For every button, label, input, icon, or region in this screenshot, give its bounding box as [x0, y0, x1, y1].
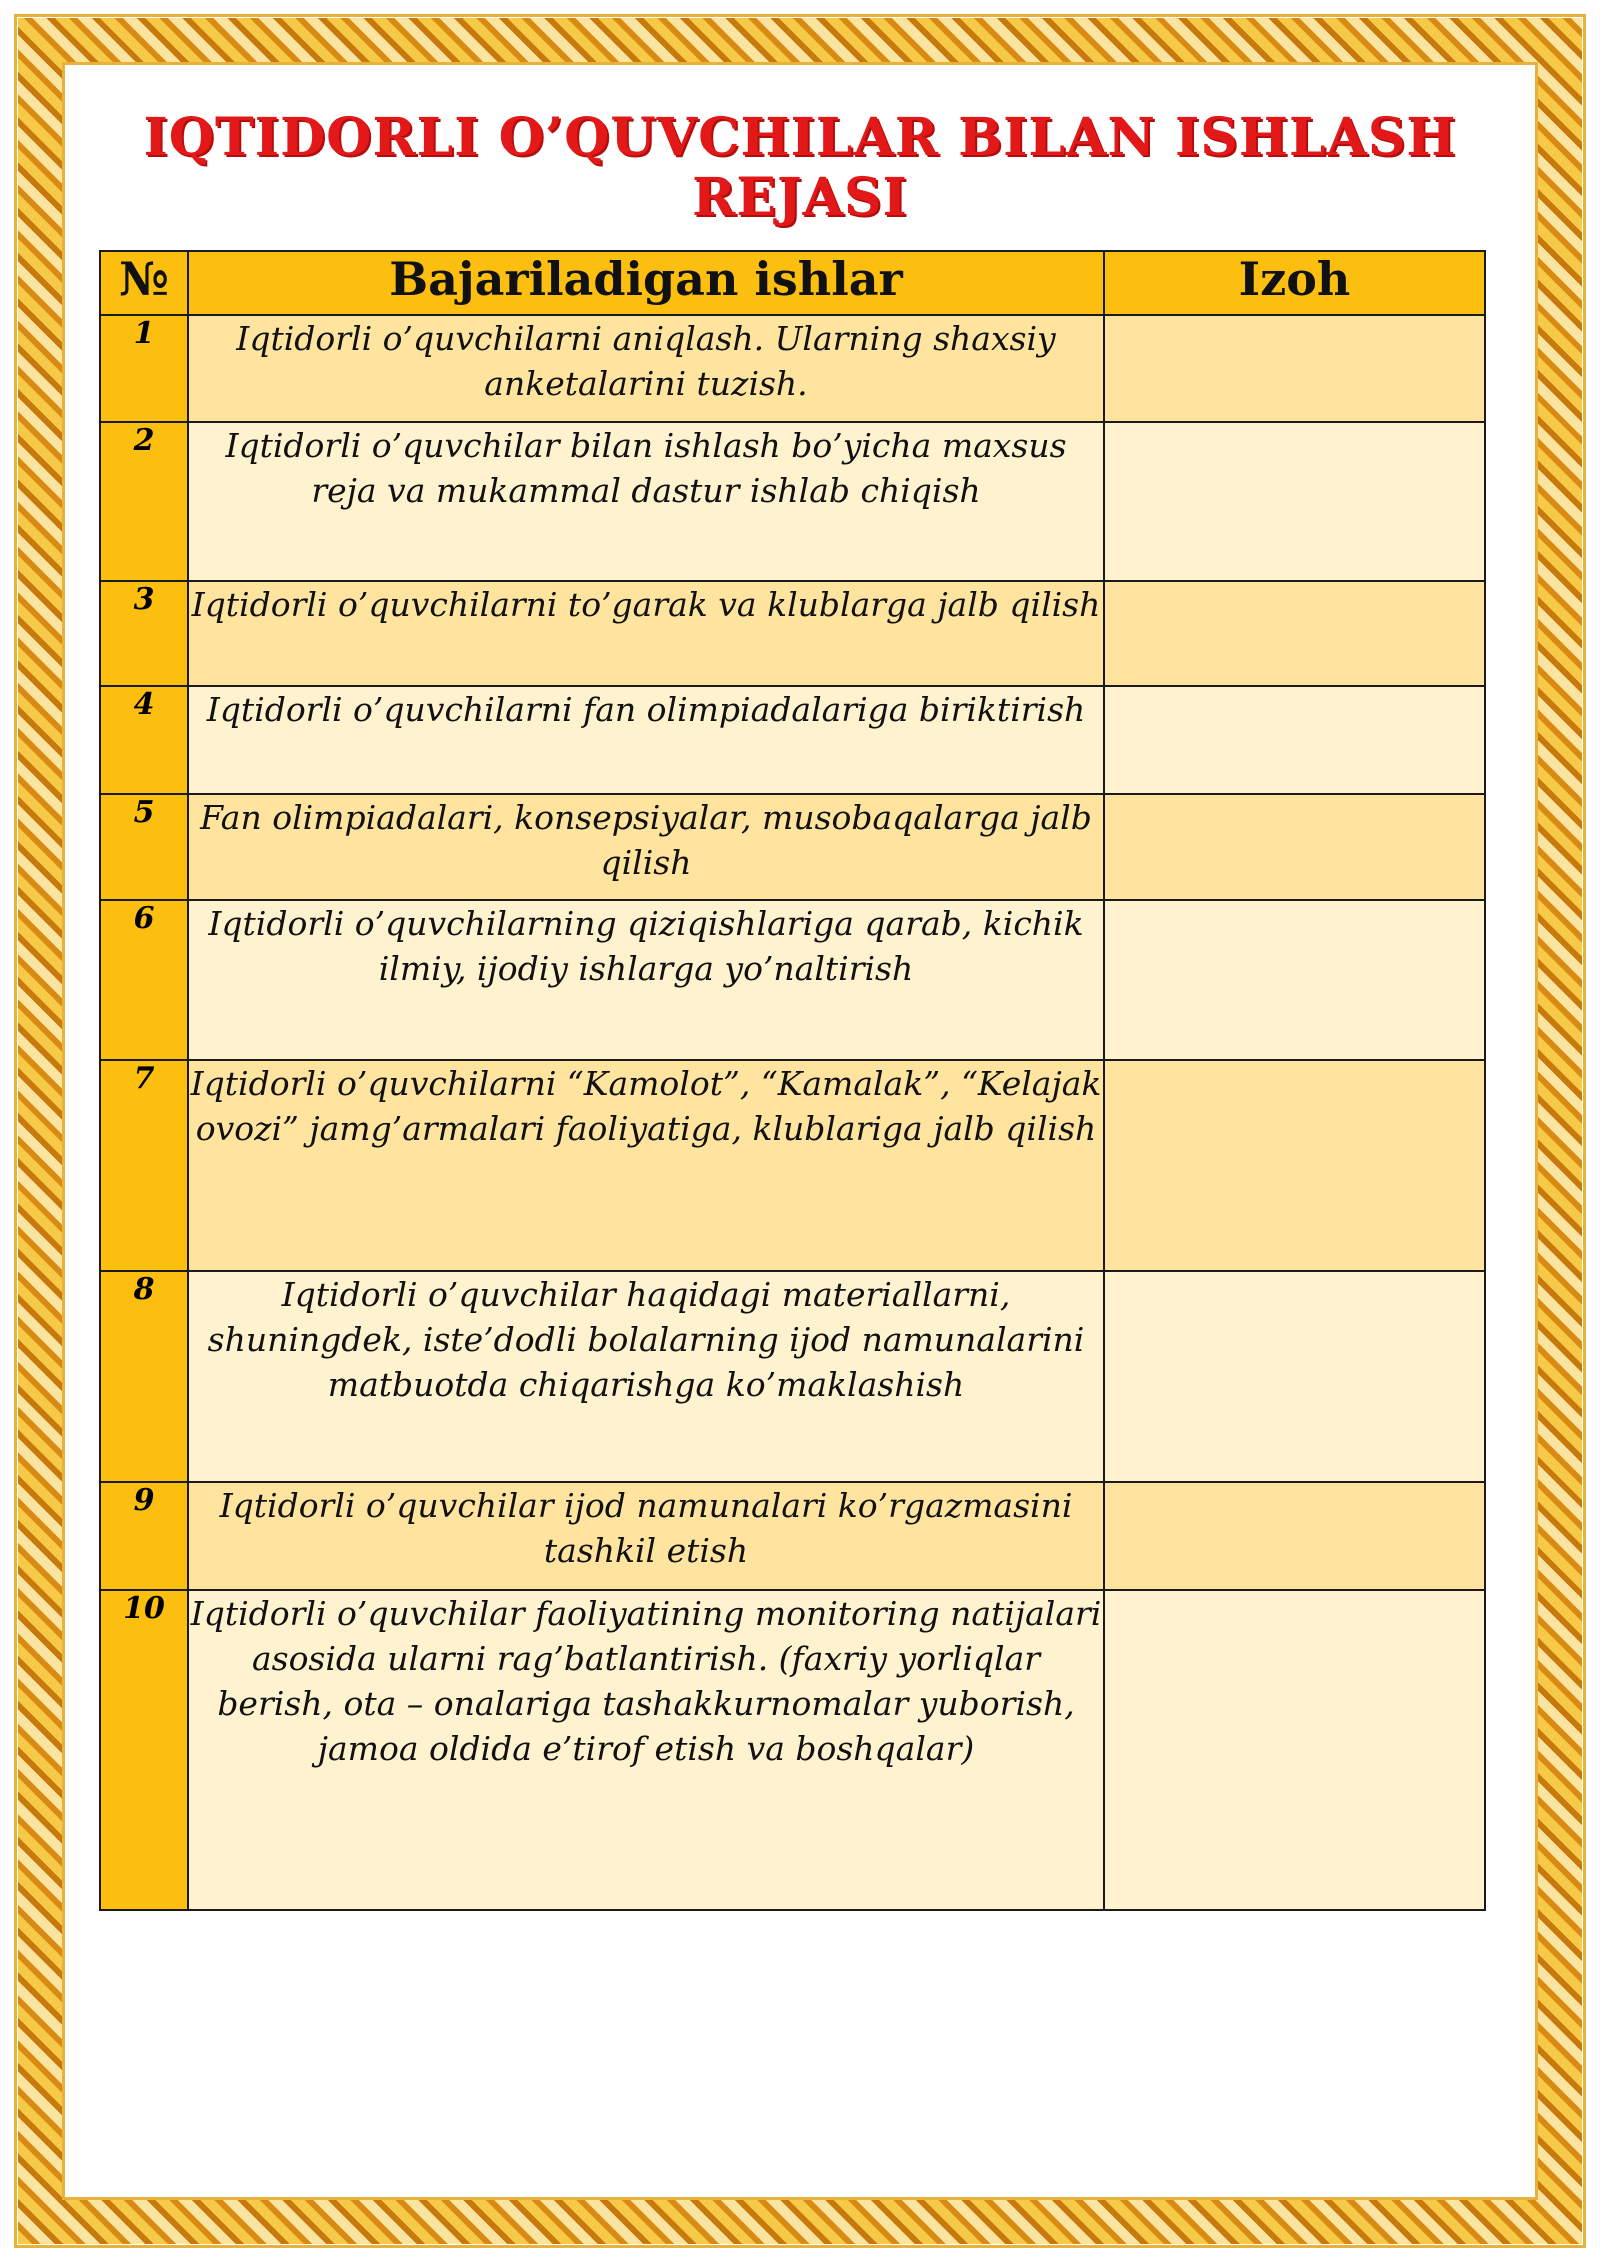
row-number: 10 [100, 1590, 188, 1910]
row-number: 1 [100, 315, 188, 422]
row-note [1104, 1590, 1485, 1910]
row-number: 8 [100, 1271, 188, 1482]
table-row [100, 581, 1485, 686]
table-row [100, 1271, 1485, 1482]
row-note [1104, 1482, 1485, 1590]
table-row [100, 315, 1485, 422]
row-task: Iqtidorli o’quvchilarni “Kamolot”, “Kamalak”, “Kelajak ovozi” jamg’armalari faoliyatiga, klublariga jalb qilish [188, 1060, 1104, 1271]
row-note [1104, 686, 1485, 794]
row-note [1104, 900, 1485, 1060]
row-task: Iqtidorli o’quvchilar faoliyatining monitoring natijalari asosida ularni rag’batlantirish. (faxriy yorliqlar berish, ota – onalariga tashakkurnomalar yuborish, jamoa oldida e’tirof etish va boshqalar) [188, 1590, 1104, 1910]
row-number: 3 [100, 581, 188, 686]
row-task: Iqtidorli o’quvchilarni to’garak va klublarga jalb qilish [188, 581, 1104, 686]
table-row [100, 422, 1485, 581]
row-task: Iqtidorli o’quvchilar haqidagi materiallarni, shuningdek, iste’dodli bolalarning ijod namunalarini matbuotda chiqarishga ko’maklashish [188, 1271, 1104, 1482]
table-row [100, 1482, 1485, 1590]
row-note [1104, 794, 1485, 900]
row-number: 4 [100, 686, 188, 794]
row-task: Iqtidorli o’quvchilarni aniqlash. Ularning shaxsiy anketalarini tuzish. [188, 315, 1104, 422]
table-row [100, 1590, 1485, 1910]
table-row [100, 900, 1485, 1060]
table-row [100, 686, 1485, 794]
header-number: № [100, 251, 188, 315]
table-row [100, 794, 1485, 900]
row-number: 5 [100, 794, 188, 900]
row-number: 2 [100, 422, 188, 581]
row-task: Iqtidorli o’quvchilarning qiziqishlariga qarab, kichik ilmiy, ijodiy ishlarga yo’naltirish [188, 900, 1104, 1060]
row-note [1104, 1271, 1485, 1482]
table-row [100, 1060, 1485, 1271]
row-note [1104, 1060, 1485, 1271]
row-note [1104, 422, 1485, 581]
header-note: Izoh [1104, 251, 1485, 315]
row-number: 9 [100, 1482, 188, 1590]
header-tasks: Bajariladigan ishlar [188, 251, 1104, 315]
table-header-row [100, 251, 1485, 315]
row-task: Fan olimpiadalari, konsepsiyalar, musobaqalarga jalb qilish [188, 794, 1104, 900]
row-task: Iqtidorli o’quvchilar ijod namunalari ko’rgazmasini tashkil etish [188, 1482, 1104, 1590]
row-note [1104, 581, 1485, 686]
page-title: IQTIDORLI O’QUVCHILAR BILAN ISHLASH REJASI [143, 107, 1457, 228]
row-note [1104, 315, 1485, 422]
row-number: 7 [100, 1060, 188, 1271]
row-task: Iqtidorli o’quvchilarni fan olimpiadalariga biriktirish [188, 686, 1104, 794]
plan-table [99, 250, 1486, 1911]
row-number: 6 [100, 900, 188, 1060]
row-task: Iqtidorli o’quvchilar bilan ishlash bo’yicha maxsus reja va mukammal dastur ishlab chiqish [188, 422, 1104, 581]
